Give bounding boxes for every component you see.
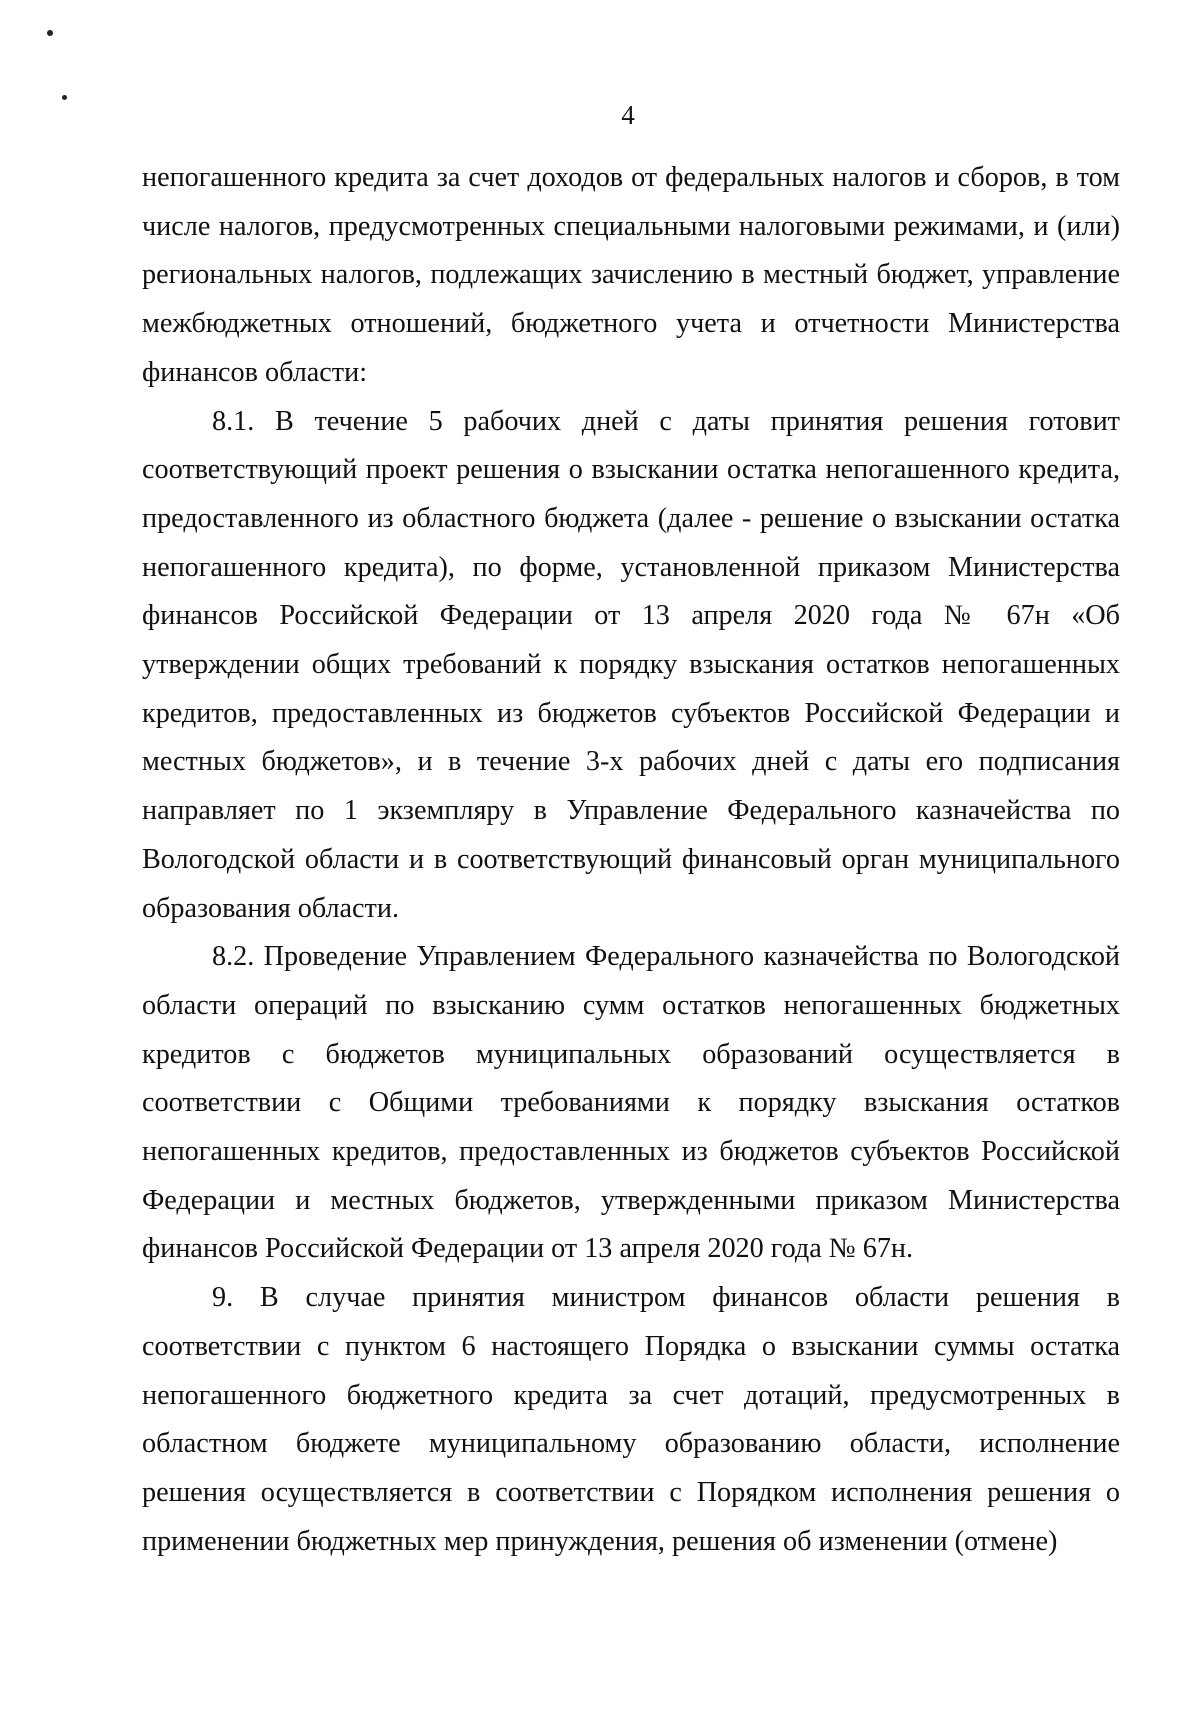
paragraph-continuation: непогашенного кредита за счет доходов от федеральных налогов и сборов, в том числе налогов, предусмотренных специальными налоговыми режимами, и (или) региональных налогов, подлежащих зачислению в местный бюджет, управление межбюджетных отношений, бюджетного учета и отчетности Министерства финансов области: xyxy=(142,162,1120,388)
paragraph-9: 9. В случае принятия министром финансов области решения в соответствии с пунктом 6 настоящего Порядка о взыскании суммы остатка непогашенного бюджетного кредита за счет дотаций, предусмотренных в областном бюджете муниципальному образованию области, исполнение решения осуществляется в соответствии с Порядком исполнения решения о применении бюджетных мер принуждения, решения об изменении (отмене) xyxy=(142,1282,1120,1557)
paragraph-8-2: 8.2. Проведение Управлением Федерального казначейства по Вологодской области операций по взысканию сумм остатков непогашенных бюджетных кредитов с бюджетов муниципальных образований осуществляется в соответствии с Общими требованиями к порядку взыскания остатков непогашенных кредитов, предоставленных из бюджетов субъектов Российской Федерации и местных бюджетов, утвержденными приказом Министерства финансов Российской Федерации от 13 апреля 2020 года № 67н. xyxy=(142,941,1120,1265)
document-body xyxy=(142,154,1120,1566)
paragraph-8-1: 8.1. В течение 5 рабочих дней с даты принятия решения готовит соответствующий проект решения о взыскании остатка непогашенного кредита, предоставленного из областного бюджета (далее - решение о взыскании остатка непогашенного кредита), по форме, установленной приказом Министерства финансов Российской Федерации от 13 апреля 2020 года № 67н «Об утверждении общих требований к порядку взыскания остатков непогашенных кредитов, предоставленных из бюджетов субъектов Российской Федерации и местных бюджетов», и в течение 3-х рабочих дней с даты его подписания направляет по 1 экземпляру в Управление Федерального казначейства по Вологодской области и в соответствующий финансовый орган муниципального образования области. xyxy=(142,405,1120,924)
scan-artifact-dot xyxy=(47,30,53,36)
page-number: 4 xyxy=(621,100,635,130)
